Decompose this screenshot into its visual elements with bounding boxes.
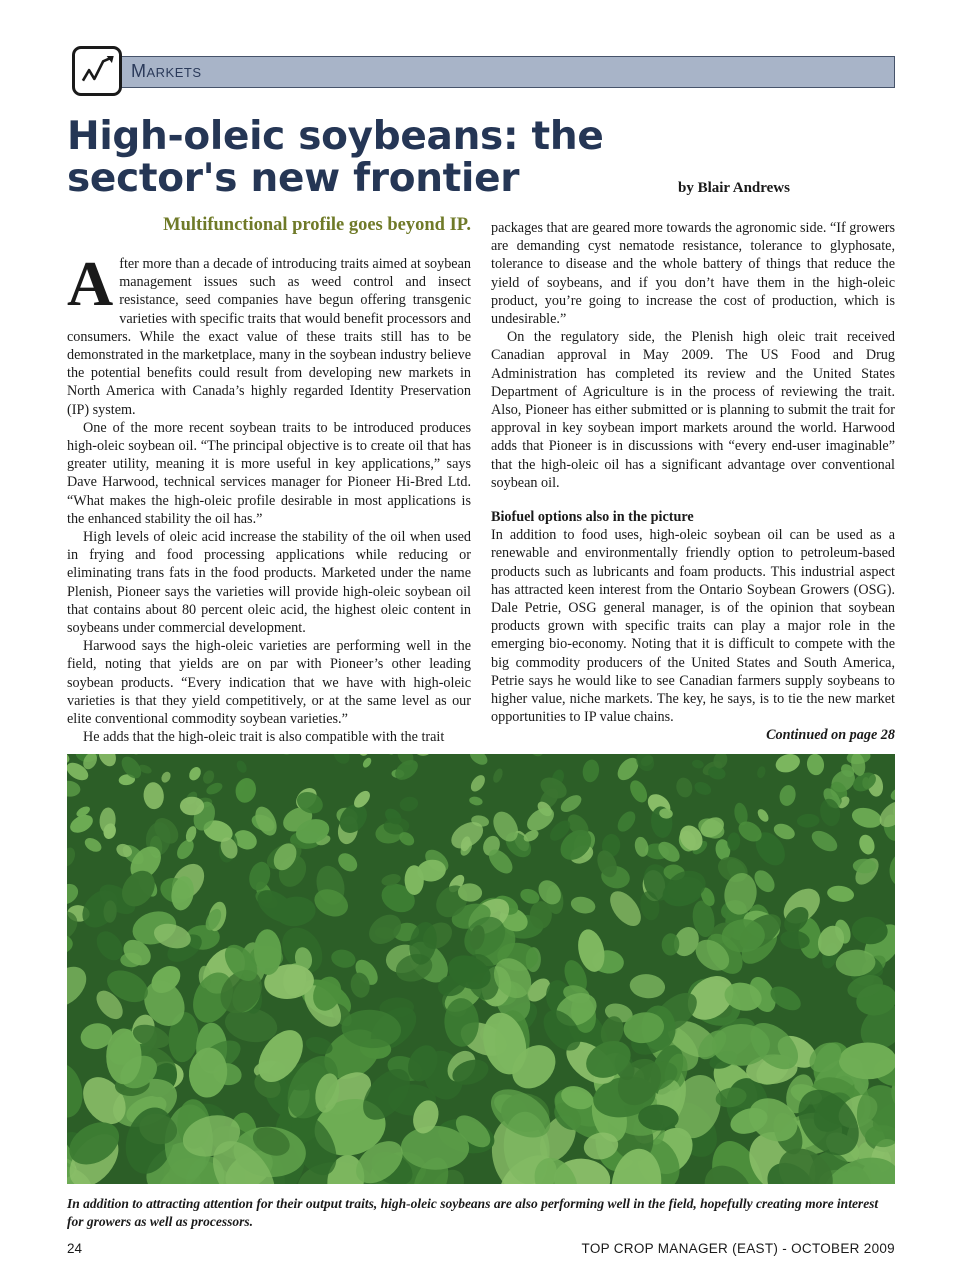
body-paragraph: On the regulatory side, the Plenish high oleic trait received Canadian approval in May 2009. The US Food and Drug Administration has completed its review and the United States Department of Agriculture is in the process of reviewing the trait. Also, Pioneer has either submitted or is planning to submit the trait for approval in key soybean import markets around the world. Harwood adds that Pioneer is in discussions with “every end-user imaginable” that the high-oleic oil has a significant advantage over conventional soybean oil. <box>491 329 895 491</box>
article-title: High-oleic soybeans: the sector's new frontier <box>67 114 604 201</box>
soybean-field-photo <box>67 754 895 1184</box>
publication-footer: TOP CROP MANAGER (EAST) - OCTOBER 2009 <box>581 1241 895 1256</box>
lead-paragraph <box>67 248 471 419</box>
body-paragraph: One of the more recent soybean traits to be introduced produces high-oleic soybean oil. “The principal objective is to create oil that has greater utility, meaning it is more useful in key applications,” says Dave Harwood, technical services manager for Pioneer Hi-Bred Ltd. “What makes the high-oleic profile desirable in most applications is the enhanced stability the oil has.” <box>67 419 471 527</box>
right-column <box>491 219 895 745</box>
drop-cap: A <box>67 248 114 319</box>
lead-text: fter more than a decade of introducing traits aimed at soybean management issues such as weed control and insect resistance, seed companies have begun offering transgenic varieties with specific traits that would benefit processors and consumers. While the exact value of these traits still has to be demonstrated in the marketplace, many in the soybean industry believe the potential benefits could result from developing new markets in North America with Canada’s highly regarded Identity Preservation (IP) system. <box>67 256 471 418</box>
article-deck: Multifunctional profile goes beyond IP. <box>163 215 471 235</box>
left-column <box>67 248 471 746</box>
body-paragraph: In addition to food uses, high-oleic soybean oil can be used as a renewable and environmentally friendly option to petroleum-based products such as lubricants and foam products. This industrial aspect has attracted keen interest from the Ontario Soybean Growers (OSG). Dale Petrie, OSG general manager, is of the opinion that soybean products grown with specific traits can play a major role in the emerging bio-economy. Noting that it is difficult to compete with the big commodity producers of the United States and South America, Petrie says he would like to see Canadian farmers supply soybeans to higher value, niche markets. The key, he says, is to tie the new market opportunities to IP value chains. <box>491 527 895 726</box>
photo-caption: In addition to attracting attention for their output traits, high-oleic soybeans are also performing well in the field, hopefully creating more interest for growers as well as processors. <box>67 1196 879 1229</box>
section-label: Markets <box>131 61 202 81</box>
body-paragraph: High levels of oleic acid increase the stability of the oil when used in frying and food processing applications while reducing or eliminating trans fats in the food products. Marketed under the name Plenish, Pioneer says the varieties will provide high-oleic soybean oil that contains about 80 percent oleic acid, the highest oleic content in soybeans under commercial development. <box>67 529 471 637</box>
byline: by Blair Andrews <box>678 180 790 196</box>
section-band <box>114 56 895 88</box>
soybean-leaves-image <box>67 754 895 1184</box>
continued-link[interactable]: Continued on page 28 <box>766 727 895 744</box>
page-number: 24 <box>67 1241 83 1256</box>
body-paragraph: He adds that the high-oleic trait is also compatible with the trait <box>83 729 445 746</box>
market-trend-icon <box>72 46 122 96</box>
body-paragraph: packages that are geared more towards the agronomic side. “If growers are demanding cyst nematode resistance, tolerance to glyphosate, tolerance to disease and the whole battery of things that reduce the yield of soybeans, and if you don’t have them in the high-oleic product, you’re going to increase the cost of production, which is undesirable.” <box>491 220 895 328</box>
subhead: Biofuel options also in the picture <box>491 509 694 526</box>
body-paragraph: Harwood says the high-oleic varieties are performing well in the field, noting that yields are on par with Pioneer’s other leading soybean products. “Every indication that we have with high-oleic varieties is that they yield competitively, or at the same level as our elite conventional commodity soybean varieties.” <box>67 638 471 728</box>
soybean-leaf <box>180 797 204 816</box>
soybean-leaf <box>839 1043 895 1080</box>
